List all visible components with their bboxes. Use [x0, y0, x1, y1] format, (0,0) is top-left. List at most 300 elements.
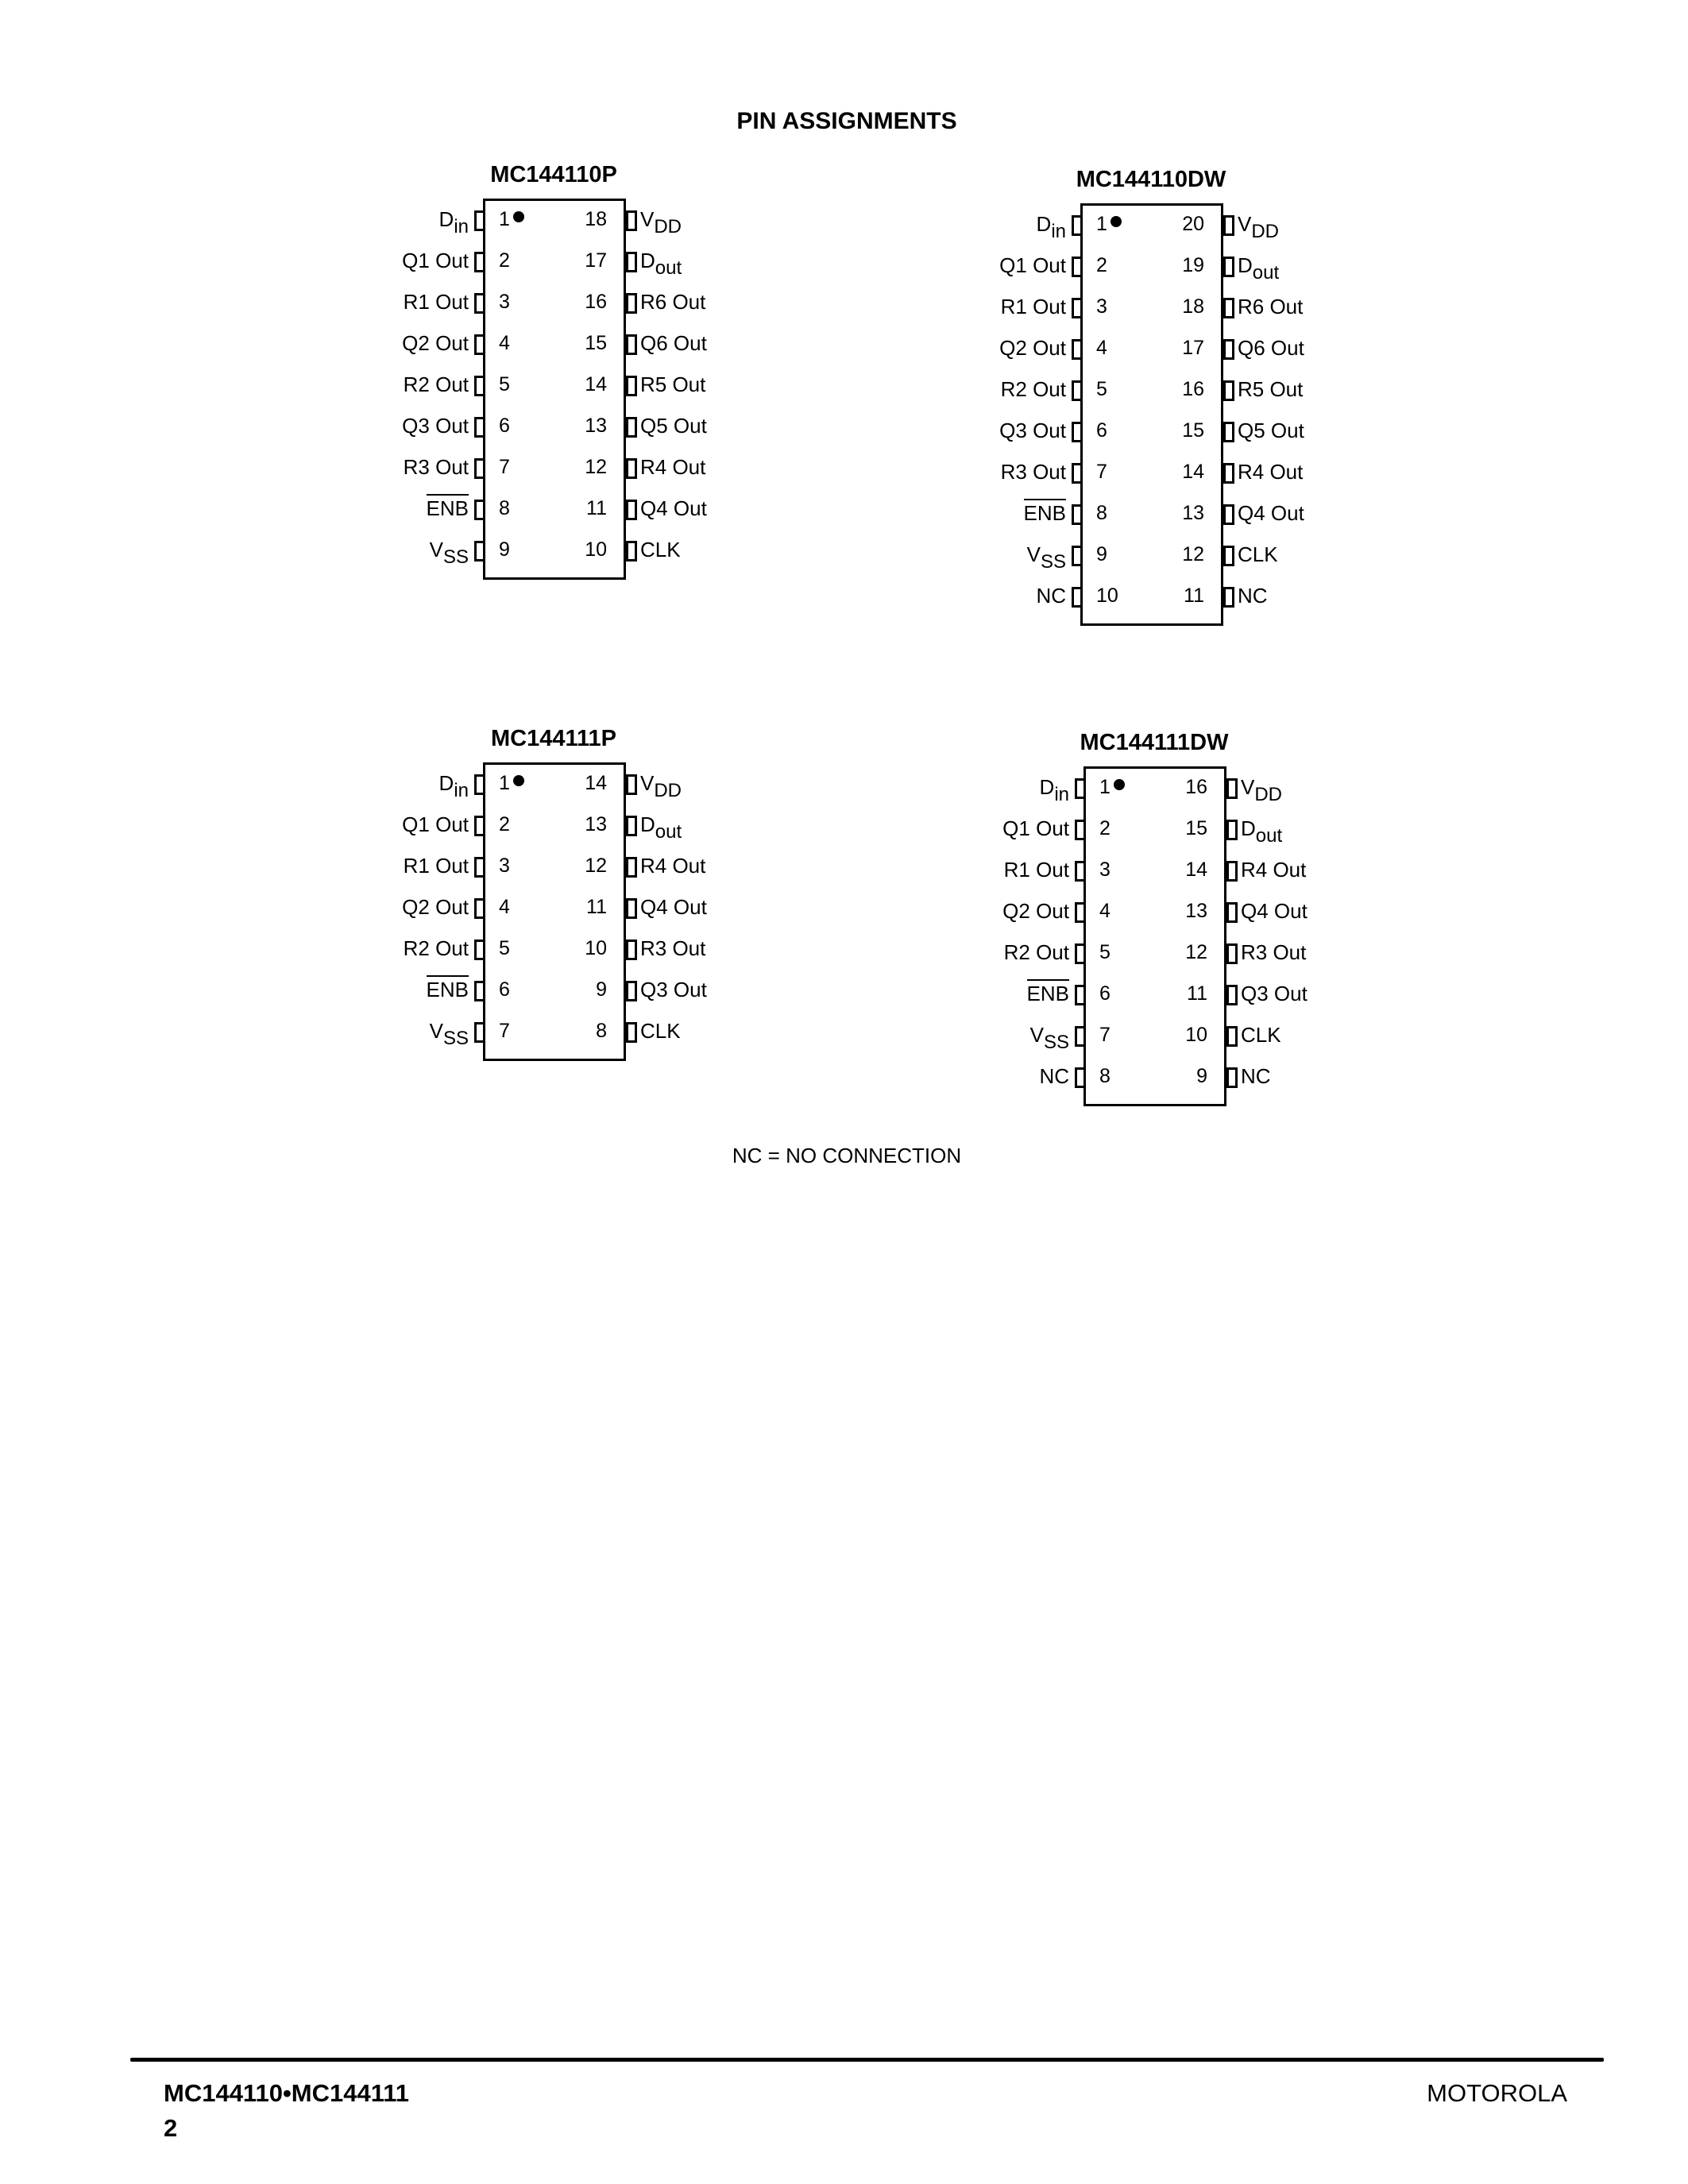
pin-label: [640, 331, 707, 356]
pin-label-text: ENB: [427, 975, 469, 1001]
pin-label: [999, 253, 1066, 278]
pin-number: 7: [499, 1020, 510, 1042]
pin-stub: [474, 816, 485, 836]
pin-label-text: V: [1029, 1023, 1044, 1047]
pin-label-text: R4 Out: [640, 455, 706, 479]
pin-number: 11: [1187, 982, 1207, 1005]
pin-label: [640, 290, 705, 314]
pin-label: [1004, 940, 1069, 965]
pin-label-text: ENB: [1024, 499, 1066, 525]
pin-stub: [1072, 257, 1083, 277]
pin-label: [1036, 212, 1066, 242]
pin-stub: [1075, 943, 1086, 964]
pin-number: 2: [499, 249, 510, 272]
pin-label: [1241, 1023, 1281, 1048]
pin-label: [402, 249, 469, 273]
pin-number: 5: [499, 937, 510, 959]
pin-stub: [474, 252, 485, 272]
pin-label-subscript: DD: [654, 216, 682, 237]
pin-label: [999, 419, 1066, 443]
pin-stub: [1223, 546, 1234, 566]
pin-stub: [1223, 504, 1234, 525]
pin-label-text: R2 Out: [403, 372, 469, 396]
pin-number: 2: [1096, 254, 1107, 276]
pin-label-text: Q1 Out: [402, 249, 469, 272]
pin-stub: [1226, 778, 1238, 799]
pin-label-text: R3 Out: [403, 455, 469, 479]
pin-number: 17: [585, 249, 607, 272]
pin-stub: [1072, 587, 1083, 608]
pin-label-text: R4 Out: [640, 854, 706, 878]
pin1-indicator-dot: [513, 211, 524, 222]
pin-label: [640, 496, 707, 521]
pin-number: 16: [585, 291, 607, 313]
pin-stub: [1223, 380, 1234, 401]
pin-label: [1036, 584, 1066, 608]
pin-label: [429, 538, 469, 568]
pin-number: 4: [499, 332, 510, 354]
pin-stub: [626, 417, 637, 438]
pin-number: 3: [1096, 295, 1107, 318]
pin-number: 3: [499, 855, 510, 877]
pin-label-text: Q2 Out: [402, 895, 469, 919]
pin-label-text: D: [1039, 775, 1055, 799]
pin-number: 19: [1182, 254, 1204, 276]
pin-label: [1241, 775, 1283, 805]
pin-number: 5: [1099, 941, 1111, 963]
pin-number: 3: [499, 291, 510, 313]
pin-label-subscript: out: [1255, 825, 1283, 847]
pin-stub: [1226, 902, 1238, 923]
pin-label: [402, 895, 469, 920]
pin-number: 16: [1185, 776, 1207, 798]
pin-label-text: Q3 Out: [999, 419, 1066, 442]
pin-label: [438, 207, 469, 237]
pin-stub: [1072, 422, 1083, 442]
pin-number: 14: [1185, 859, 1207, 881]
pin-number: 18: [1182, 295, 1204, 318]
chip-title: MC144111P: [490, 726, 616, 751]
pin-label-text: Q1 Out: [1002, 816, 1069, 840]
pin-label-subscript: DD: [1254, 784, 1283, 805]
pin-stub: [1226, 820, 1238, 840]
pin-label-subscript: in: [1051, 221, 1066, 242]
pin-number: 12: [585, 855, 607, 877]
pin-number: 11: [586, 497, 607, 519]
pin-label-text: Q1 Out: [402, 812, 469, 836]
pin-label: [1027, 982, 1069, 1006]
pin-label-subscript: SS: [1040, 551, 1066, 573]
pin-number: 12: [1185, 941, 1207, 963]
pin-label-text: R2 Out: [1000, 377, 1066, 401]
pin-stub: [1075, 902, 1086, 923]
pin-label-subscript: in: [1054, 784, 1069, 805]
pin-number: 14: [1182, 461, 1204, 483]
pin-label-text: R1 Out: [403, 854, 469, 878]
pin-label: [1241, 858, 1306, 882]
pin-number: 17: [1182, 337, 1204, 359]
pin-number: 4: [1099, 900, 1111, 922]
pin-label: [404, 290, 469, 314]
pin-stub: [626, 210, 637, 231]
pin-label: [1241, 1064, 1271, 1089]
pin-label: [1026, 542, 1066, 573]
pin-label: [402, 812, 469, 837]
pin-label-text: D: [1036, 212, 1052, 236]
pin-label-text: D: [640, 812, 655, 836]
pin-label: [429, 1019, 469, 1049]
pin-stub: [1223, 298, 1234, 318]
pin-stub: [1075, 1067, 1086, 1088]
pin-label: [404, 936, 469, 961]
pin-stub: [1072, 298, 1083, 318]
pin-number: 15: [585, 332, 607, 354]
pin-stub: [474, 541, 485, 561]
pin-label-subscript: SS: [442, 546, 469, 568]
pin-label-text: V: [429, 1019, 443, 1043]
pin-number: 7: [1096, 461, 1107, 483]
pin-label: [640, 978, 707, 1002]
pin-number: 12: [1182, 543, 1204, 565]
pin-label: [427, 496, 469, 521]
pin-stub: [1226, 1026, 1238, 1047]
pin-number: 11: [1184, 585, 1204, 607]
pin-label-text: Q4 Out: [640, 895, 707, 919]
pin-stub: [1226, 985, 1238, 1005]
pin-stub: [474, 940, 485, 960]
pin-stub: [1072, 546, 1083, 566]
pin-number: 12: [585, 456, 607, 478]
pin-stub: [474, 1022, 485, 1043]
pin-number: 1: [499, 208, 510, 230]
pin-label: [640, 895, 707, 920]
pin-stub: [1223, 339, 1234, 360]
pin-stub: [474, 857, 485, 878]
pin-label-text: Q6 Out: [640, 331, 707, 355]
pin-stub: [474, 898, 485, 919]
nc-note: NC = NO CONNECTION: [732, 1144, 962, 1167]
pin-number: 6: [1096, 419, 1107, 442]
pin-number: 3: [1099, 859, 1111, 881]
pin-label-subscript: DD: [1251, 221, 1280, 242]
page-heading: PIN ASSIGNMENTS: [736, 108, 957, 134]
pin-label-text: V: [429, 538, 443, 561]
pin-number: 15: [1185, 817, 1207, 839]
pin-label-text: Q5 Out: [1238, 419, 1304, 442]
pin-label-text: R3 Out: [1000, 460, 1066, 484]
pin-label-text: CLK: [1241, 1023, 1281, 1047]
pin-number: 8: [1099, 1065, 1111, 1087]
pin-label-text: Q1 Out: [999, 253, 1066, 277]
pin-label: [640, 936, 705, 961]
pin-stub: [626, 816, 637, 836]
pin-stub: [626, 252, 637, 272]
pin-label-text: Q4 Out: [1238, 501, 1304, 525]
pin-label: [1002, 899, 1069, 924]
pin-stub: [1223, 215, 1234, 236]
pin-label: [402, 331, 469, 356]
pin-stub: [626, 458, 637, 479]
pin-label-text: D: [640, 249, 655, 272]
footer-brand: MOTOROLA: [1427, 2079, 1567, 2107]
pin-label-subscript: DD: [654, 780, 682, 801]
pin-stub: [1072, 339, 1083, 360]
pin-label: [1004, 858, 1069, 882]
pin-stub: [626, 376, 637, 396]
pin-number: 8: [499, 497, 510, 519]
pin-label: [1039, 775, 1069, 805]
pin-number: 10: [1096, 585, 1118, 607]
pin-label-text: CLK: [640, 538, 681, 561]
pin-number: 5: [499, 373, 510, 396]
pin-label-subscript: out: [655, 821, 682, 843]
pin-label-text: Q2 Out: [1002, 899, 1069, 923]
pin-stub: [474, 376, 485, 396]
pin-stub: [474, 981, 485, 1001]
pin-label-text: V: [1241, 775, 1255, 799]
pin-label-text: V: [1026, 542, 1041, 566]
pin-number: 2: [1099, 817, 1111, 839]
pin-stub: [626, 334, 637, 355]
pin-label-subscript: SS: [442, 1028, 469, 1049]
pin-number: 8: [1096, 502, 1107, 524]
pin-number: 6: [499, 415, 510, 437]
pin-stub: [1072, 463, 1083, 484]
pin-label-text: Q5 Out: [640, 414, 707, 438]
pin-number: 7: [499, 456, 510, 478]
pin-stub: [626, 293, 637, 314]
pin-label-text: D: [1238, 253, 1253, 277]
pin-label-text: R6 Out: [640, 290, 706, 314]
pin-label: [640, 771, 682, 801]
pin-stub: [474, 458, 485, 479]
pin-stub: [626, 981, 637, 1001]
pin-stub: [1223, 587, 1234, 608]
pin-label-text: Q2 Out: [402, 331, 469, 355]
pin-stub: [1223, 463, 1234, 484]
pin-number: 10: [585, 937, 607, 959]
pin1-indicator-dot: [1111, 216, 1122, 227]
pin-number: 18: [585, 208, 607, 230]
pin-label-text: D: [438, 771, 454, 795]
pin-stub: [1226, 861, 1238, 882]
pin-number: 10: [585, 538, 607, 561]
pin-label-text: CLK: [640, 1019, 681, 1043]
pin-stub: [626, 500, 637, 520]
footer-part-number: MC144110•MC144111: [164, 2079, 410, 2107]
footer-page-number: 2: [164, 2114, 178, 2142]
pin-number: 11: [586, 896, 607, 918]
pin-label-text: NC: [1238, 584, 1268, 608]
pin-label-text: Q3 Out: [402, 414, 469, 438]
pin-number: 9: [1196, 1065, 1207, 1087]
pin1-indicator-dot: [1114, 779, 1125, 790]
pin-label: [1039, 1064, 1069, 1089]
pin-stub: [1072, 504, 1083, 525]
pin-label-text: R1 Out: [403, 290, 469, 314]
pin-label-text: D: [1241, 816, 1256, 840]
pin-label: [1001, 460, 1066, 484]
pin-label: [1001, 377, 1066, 402]
pin-label: [640, 249, 682, 279]
pin-stub: [474, 774, 485, 795]
pin-label-text: R5 Out: [1238, 377, 1304, 401]
pin-number: 7: [1099, 1024, 1111, 1046]
pin-label-subscript: SS: [1043, 1032, 1069, 1053]
pin-label: [640, 538, 681, 562]
pin-number: 1: [1099, 776, 1111, 798]
pin-number: 9: [596, 978, 607, 1001]
pin-label: [404, 455, 469, 480]
pin-label: [1002, 816, 1069, 841]
pin-label-text: V: [1238, 212, 1252, 236]
pin-number: 2: [499, 813, 510, 835]
pin-label-subscript: in: [454, 216, 469, 237]
pin-label-text: R6 Out: [1238, 295, 1304, 318]
pin-stub: [474, 500, 485, 520]
pin-label: [1241, 940, 1306, 965]
pin-label-text: Q4 Out: [640, 496, 707, 520]
pin-stub: [1075, 861, 1086, 882]
pin-label: [427, 978, 469, 1002]
pin-label-text: V: [640, 207, 655, 231]
pin-stub: [626, 940, 637, 960]
pin-label-text: NC: [1036, 584, 1066, 608]
pin-label-text: V: [640, 771, 655, 795]
pin-label: [438, 771, 469, 801]
pin-label: [1238, 295, 1303, 319]
pin-label: [1238, 419, 1304, 443]
pin-label: [402, 414, 469, 438]
pin-label-text: R1 Out: [1000, 295, 1066, 318]
pin-stub: [626, 857, 637, 878]
pin-label-text: R3 Out: [1241, 940, 1307, 964]
pin-label-text: R2 Out: [1003, 940, 1069, 964]
pin-label-subscript: out: [1252, 262, 1280, 284]
pin-label-text: R1 Out: [1003, 858, 1069, 882]
pin-label-subscript: in: [454, 780, 469, 801]
pin-stub: [1223, 422, 1234, 442]
pin-label: [1029, 1023, 1069, 1053]
pin-label: [640, 854, 705, 878]
pin-label: [1238, 501, 1304, 526]
pin-number: 14: [585, 772, 607, 794]
chip-title: MC144111DW: [1080, 730, 1229, 755]
pin-label: [1241, 982, 1308, 1006]
pin-label-text: D: [438, 207, 454, 231]
pin-label: [1238, 460, 1303, 484]
pin-number: 4: [499, 896, 510, 918]
pin-label-text: Q3 Out: [640, 978, 707, 1001]
pin-label: [1238, 336, 1304, 361]
pin-number: 1: [1096, 213, 1107, 235]
pin-number: 16: [1182, 378, 1204, 400]
pin-stub: [626, 541, 637, 561]
pin-stub: [474, 293, 485, 314]
pin-stub: [1223, 257, 1234, 277]
pin-stub: [474, 210, 485, 231]
pin-label: [1238, 212, 1280, 242]
pin-label-text: Q6 Out: [1238, 336, 1304, 360]
pin-label: [404, 854, 469, 878]
pin-label-text: R2 Out: [403, 936, 469, 960]
pin-number: 9: [1096, 543, 1107, 565]
pin-label: [1238, 542, 1278, 567]
pin-stub: [626, 1022, 637, 1043]
pin-number: 8: [596, 1020, 607, 1042]
pin-number: 5: [1096, 378, 1107, 400]
pin-label: [640, 455, 705, 480]
pin-label-text: Q2 Out: [999, 336, 1066, 360]
pin-label-text: CLK: [1238, 542, 1278, 566]
footer-rule: [130, 2058, 1604, 2062]
pin-label: [999, 336, 1066, 361]
pin-stub: [1075, 778, 1086, 799]
pin-label: [640, 414, 707, 438]
pin-label: [1241, 899, 1308, 924]
pin-number: 4: [1096, 337, 1107, 359]
pin-number: 13: [1182, 502, 1204, 524]
pin-label-subscript: out: [655, 257, 682, 279]
pin-number: 6: [499, 978, 510, 1001]
pin-stub: [474, 417, 485, 438]
pin-label: [1238, 253, 1280, 284]
pin-label-text: NC: [1039, 1064, 1069, 1088]
pin-label-text: R4 Out: [1241, 858, 1307, 882]
pin-stub: [1075, 820, 1086, 840]
pin-label-text: R4 Out: [1238, 460, 1304, 484]
pin-number: 14: [585, 373, 607, 396]
pin-stub: [1075, 985, 1086, 1005]
pin-stub: [1226, 943, 1238, 964]
pin-label-text: Q3 Out: [1241, 982, 1308, 1005]
pin-stub: [1226, 1067, 1238, 1088]
pin-number: 9: [499, 538, 510, 561]
pin-label: [640, 1019, 681, 1044]
pin-number: 13: [1185, 900, 1207, 922]
pin-label: [1024, 501, 1066, 526]
pin-number: 6: [1099, 982, 1111, 1005]
chip-title: MC144110DW: [1076, 167, 1226, 192]
pin-number: 10: [1185, 1024, 1207, 1046]
pin-label-text: Q4 Out: [1241, 899, 1308, 923]
pin-label-text: R5 Out: [640, 372, 706, 396]
pin-label: [640, 207, 682, 237]
pin-stub: [474, 334, 485, 355]
pin-label: [640, 372, 705, 397]
pin-stub: [1075, 1026, 1086, 1047]
chip-title: MC144110P: [490, 162, 617, 187]
pin-number: 20: [1182, 213, 1204, 235]
pin-label: [1238, 584, 1268, 608]
pin-stub: [1072, 380, 1083, 401]
pin-label: [640, 812, 682, 843]
pin-number: 15: [1182, 419, 1204, 442]
pin-label-text: NC: [1241, 1064, 1271, 1088]
pin-label: [1238, 377, 1303, 402]
pin-label-text: ENB: [427, 494, 469, 520]
pin-label-text: R3 Out: [640, 936, 706, 960]
pin-label-text: ENB: [1027, 979, 1069, 1005]
pin1-indicator-dot: [513, 775, 524, 786]
pin-stub: [626, 774, 637, 795]
pin-stub: [626, 898, 637, 919]
pin-label: [1001, 295, 1066, 319]
pin-stub: [1072, 215, 1083, 236]
pin-number: 1: [499, 772, 510, 794]
pin-number: 13: [585, 415, 607, 437]
pin-label: [404, 372, 469, 397]
